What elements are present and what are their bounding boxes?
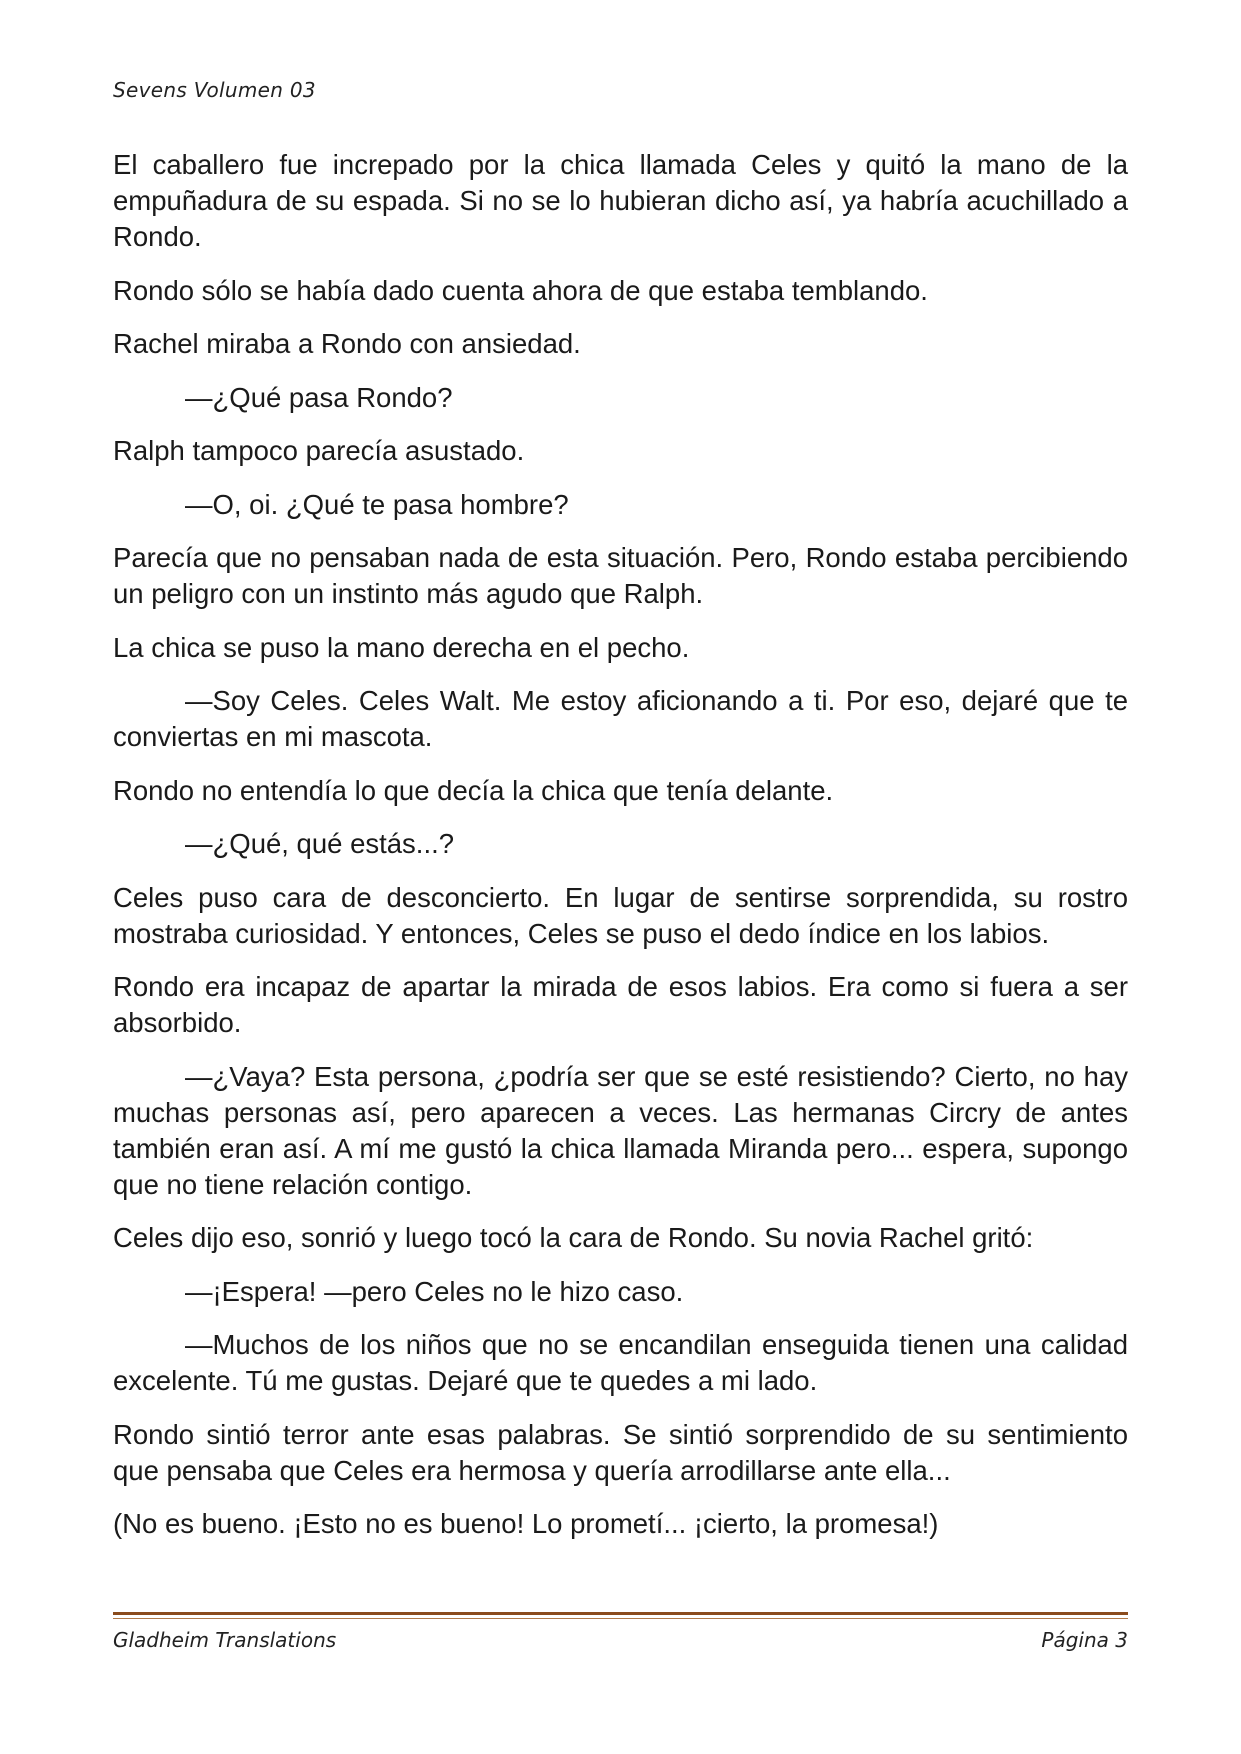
paragraph: Rachel miraba a Rondo con ansiedad. <box>113 328 581 359</box>
dialog-paragraph: —¿Vaya? Esta persona, ¿podría ser que se esté resistiendo? Cierto, no hay muchas personas así, pero aparecen a veces. Las hermanas Circry de antes también eran así. A mí me gustó la chica llamada Miranda pero... espera, supongo que no tiene relación contigo. <box>113 1060 1128 1200</box>
footer-divider <box>113 1612 1128 1615</box>
dialog-paragraph: —Muchos de los niños que no se encandilan enseguida tienen una calidad excelente. Tú me gustas. Dejaré que te quedes a mi lado. <box>113 1329 1128 1396</box>
page-number: Página 3 <box>1041 1628 1128 1652</box>
paragraph: Rondo sólo se había dado cuenta ahora de que estaba temblando. <box>113 274 928 306</box>
dialog-paragraph: —¿Qué, qué estás...? <box>185 828 455 859</box>
paragraph: El caballero fue increpado por la chica llamada Celes y quitó la mano de la empuñadura de su espada. Si no se lo hubieran dicho así, ya habría acuchillado a Rondo. <box>113 149 1128 252</box>
paragraph: Rondo sintió terror ante esas palabras. Se sintió sorprendido de su sentimiento que pensaba que Celes era hermosa y quería arrodillarse ante ella... <box>113 1418 1128 1486</box>
paragraph: Rondo era incapaz de apartar la mirada de esos labios. Era como si fuera a ser absorbido. <box>113 971 1128 1038</box>
paragraph: Celes dijo eso, sonrió y luego tocó la cara de Rondo. Su novia Rachel gritó: <box>113 1222 1034 1253</box>
paragraph: (No es bueno. ¡Esto no es bueno! Lo prometí... ¡cierto, la promesa!) <box>113 1508 939 1539</box>
dialog-paragraph: —¡Espera! —pero Celes no le hizo caso. <box>185 1275 684 1307</box>
paragraph: Celes puso cara de desconcierto. En lugar de sentirse sorprendida, su rostro mostraba curiosidad. Y entonces, Celes se puso el dedo índice en los labios. <box>113 881 1128 949</box>
paragraph: Parecía que no pensaban nada de esta situación. Pero, Rondo estaba percibiendo un peligro con un instinto más agudo que Ralph. <box>113 542 1128 609</box>
dialog-paragraph: —Soy Celes. Celes Walt. Me estoy aficionando a ti. Por eso, dejaré que te conviertas en mi mascota. <box>113 685 1128 752</box>
paragraph: Ralph tampoco parecía asustado. <box>113 435 525 466</box>
paragraph: Rondo no entendía lo que decía la chica que tenía delante. <box>113 774 834 806</box>
paragraph: La chica se puso la mano derecha en el pecho. <box>113 631 690 663</box>
document-body <box>113 147 1128 1560</box>
page-header-title: Sevens Volumen 03 <box>113 78 316 102</box>
footer-publisher: Gladheim Translations <box>113 1628 337 1652</box>
dialog-paragraph: —O, oi. ¿Qué te pasa hombre? <box>185 488 569 520</box>
dialog-paragraph: —¿Qué pasa Rondo? <box>185 381 453 413</box>
footer-divider-thin <box>113 1618 1128 1619</box>
